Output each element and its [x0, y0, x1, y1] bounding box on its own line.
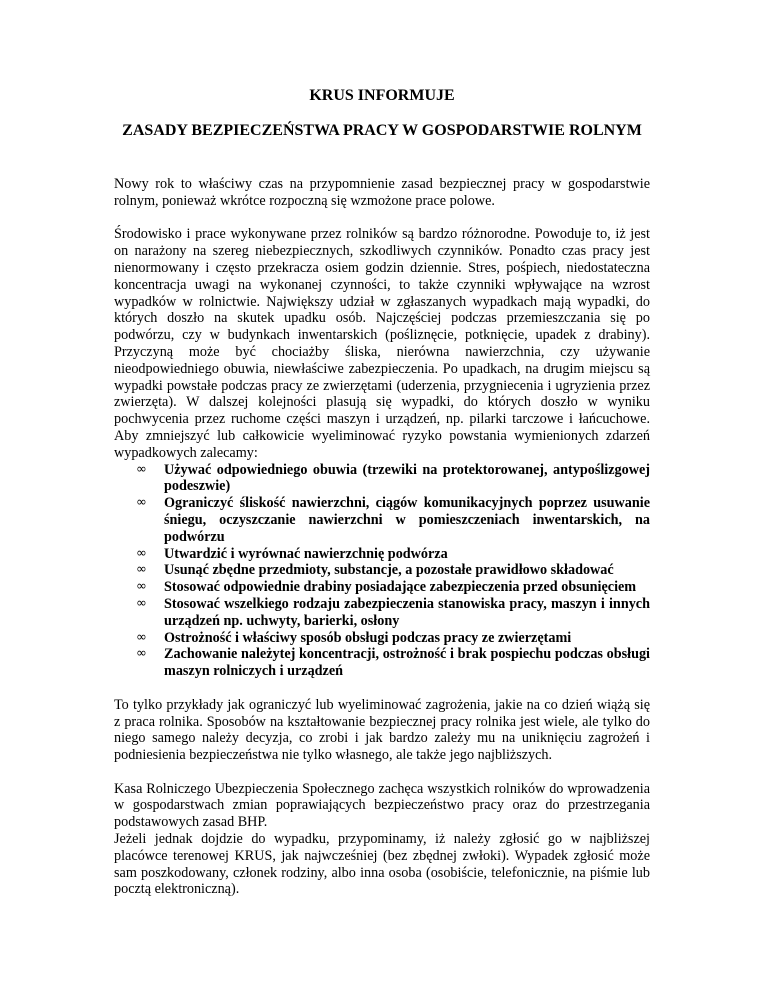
safety-measures-list [114, 462, 650, 680]
list-item-text: Ograniczyć śliskość nawierzchni, ciągów komunikacyjnych poprzez usuwanie śniegu, oczyszczanie nawierzchni w pomieszczeniach inwentarskich, na podwórzu [164, 495, 650, 545]
list-item-text: Ostrożność i właściwy sposób obsługi podczas pracy ze zwierzętami [164, 629, 572, 646]
examples-paragraph: To tylko przykłady jak ograniczyć lub wyeliminować zagrożenia, jakie na co dzień wiążą się z praca rolnika. Sposobów na kształtowanie bezpiecznej pracy rolnika jest wiele, ale tylko do niego samego należy decyzja, co zrobi i jak bardzo zależy mu na uniknięciu zagrożeń i podniesienia bezpieczeństwa nie tylko własnego, ale także jego najbliższych. [114, 696, 650, 764]
list-item-text: Usunąć zbędne przedmioty, substancje, a pozostałe prawidłowo składować [164, 562, 614, 579]
list-item-text: Używać odpowiedniego obuwia (trzewiki na protektorowanej, antypoślizgowej podeszwie) [164, 461, 650, 495]
bullet-icon: ∞ [136, 595, 147, 611]
list-item-text: Utwardzić i wyrównać nawierzchnię podwórza [164, 545, 448, 562]
list-item [114, 579, 650, 596]
list-item-text: Stosować odpowiednie drabiny posiadające zabezpieczenia przed obsunięciem [164, 579, 637, 596]
organization-heading: KRUS INFORMUJE [309, 87, 455, 104]
list-item [114, 596, 650, 630]
list-item [114, 495, 650, 545]
bullet-icon: ∞ [136, 646, 147, 662]
accident-reporting-paragraph: Jeżeli jednak dojdzie do wypadku, przypominamy, iż należy zgłosić go w najbliższej placówce terenowej KRUS, jak najwcześniej (bez zbędnej zwłoki). Wypadek zgłosić może sam poszkodowany, członek rodziny, albo inna osoba (osobiście, telefonicznie, na piśmie lub pocztą elektroniczną). [114, 831, 650, 898]
bullet-icon: ∞ [136, 495, 147, 511]
list-item-text: Zachowanie należytej koncentracji, ostrożność i brak pospiechu podczas obsługi maszyn rolniczych i urządzeń [164, 646, 650, 680]
krus-appeal-paragraph: Kasa Rolniczego Ubezpieczenia Społecznego zachęca wszystkich rolników do wprowadzenia w gospodarstwach zmian poprawiających bezpieczeństwo pracy oraz do przestrzegania podstawowych zasad BHP. [114, 780, 650, 831]
bullet-icon: ∞ [136, 461, 147, 477]
document-title: ZASADY BEZPIECZEŃSTWA PRACY W GOSPODARSTWIE ROLNYM [122, 122, 642, 139]
list-item [114, 646, 650, 680]
list-item [114, 546, 650, 563]
list-item [114, 562, 650, 579]
document-body [114, 176, 650, 915]
list-item [114, 630, 650, 647]
list-item [114, 462, 650, 496]
bullet-icon: ∞ [136, 629, 147, 645]
bullet-icon: ∞ [136, 562, 147, 578]
hazards-paragraph: Środowisko i prace wykonywane przez rolników są bardzo różnorodne. Powoduje to, iż jest on narażony na szereg niebezpiecznych, szkodliwych czynników. Ponadto czas pracy jest nienormowany i często przekracza osiem godzin dziennie. Stres, pośpiech, niedostateczna koncentracja uwagi na wykonanej czynności, to także czynniki wpływające na wzrost wypadków w rolnictwie. Największy udział w zgłaszanych wypadkach mają wypadki, do których doszło na skutek upadku osób. Najczęściej podczas przemieszczania się po podwórzu, czy w budynkach inwentarskich (pośliznęcie, potknięcie, upadek z drabiny). Przyczyną może być chociażby śliska, nierówna nawierzchnia, czy używanie nieodpowiedniego obuwia, niewłaściwe zabezpieczenia. Po upadkach, na drugim miejscu są wypadki powstałe podczas pracy ze zwierzętami (uderzenia, przygniecenia i ugryzienia przez zwierzęta). W dalszej kolejności plasują się wypadki, do których doszło w wyniku pochwycenia przez ruchome części maszyn i urządzeń, np. pilarki tarczowe i łańcuchowe. Aby zmniejszyć lub całkowicie wyeliminować ryzyko powstania wymienionych zdarzeń wypadkowych zalecamy: [114, 226, 650, 461]
list-item-text: Stosować wszelkiego rodzaju zabezpieczenia stanowiska pracy, maszyn i innych urządzeń np. uchwyty, barierki, osłony [164, 595, 650, 629]
bullet-icon: ∞ [136, 579, 147, 595]
intro-paragraph: Nowy rok to właściwy czas na przypomnienie zasad bezpiecznej pracy w gospodarstwie rolnym, ponieważ wkrótce rozpoczną się wzmożone prace polowe. [114, 176, 650, 209]
bullet-icon: ∞ [136, 545, 147, 561]
